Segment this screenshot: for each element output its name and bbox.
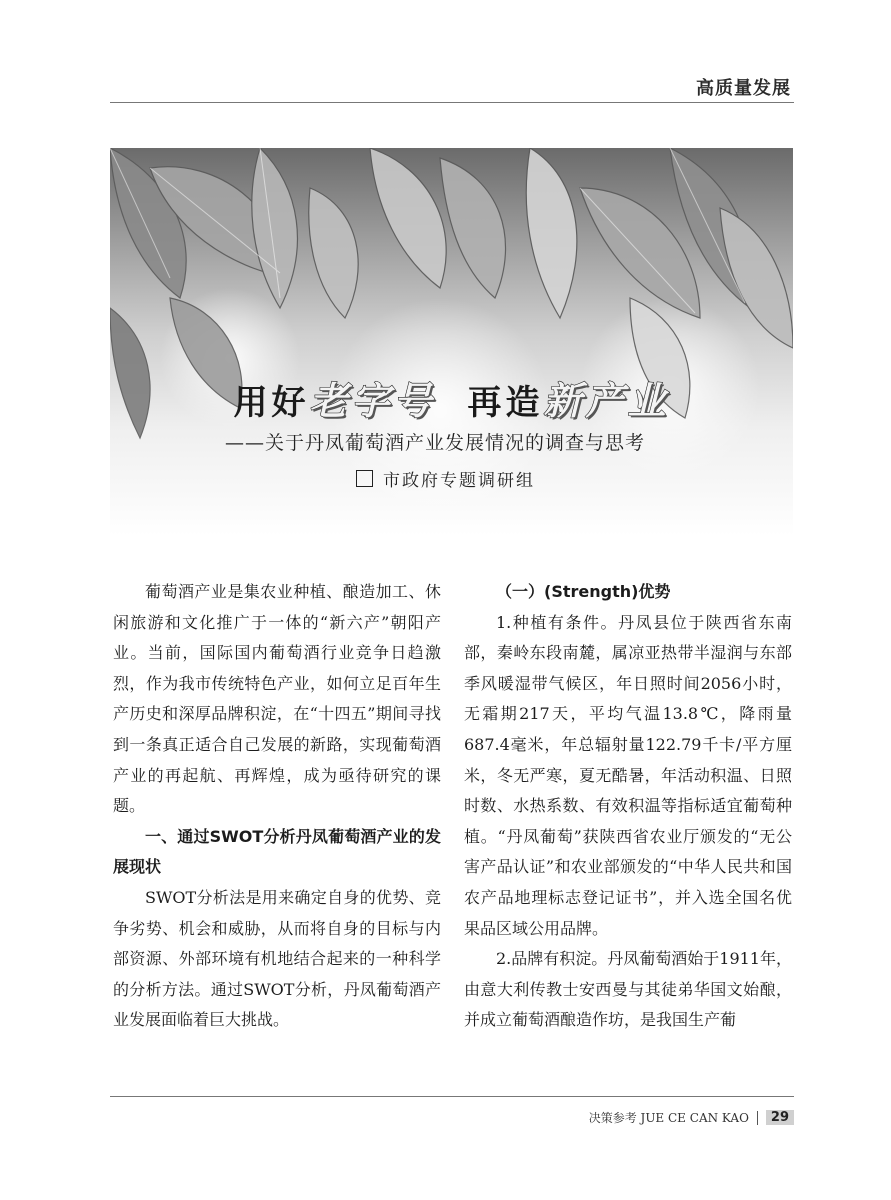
header-rule — [110, 102, 794, 103]
title-fancy-2: 新产业 — [543, 378, 670, 423]
page-number: 29 — [766, 1110, 794, 1125]
article-title — [110, 370, 793, 425]
title-fancy-1: 老字号 — [309, 378, 436, 423]
article-subtitle: ——关于丹凤葡萄酒产业发展情况的调查与思考 — [225, 432, 646, 454]
subsection-heading: （一）(Strength)优势 — [496, 582, 671, 601]
page-footer — [589, 1109, 794, 1126]
paragraph: SWOT分析法是用来确定自身的优势、竞争劣势、机会和威胁，从而将自身的目标与内部资源、外部环境有机地结合起来的一种科学的分析方法。通过SWOT分析，丹凤葡萄酒产业发展面临着巨大挑战。 — [113, 887, 441, 1030]
paragraph: 1.种植有条件。丹凤县位于陕西省东南部，秦岭东段南麓，属凉亚热带半湿润与东部季风暖湿带气候区，年日照时间2056小时，无霜期217天，平均气温13.8℃，降雨量687.4毫米，年总辐射量122.79千卡/平方厘米，冬无严寒，夏无酷暑，年活动积温、日照时数、水热系数、有效积温等指标适宜葡萄种植。“丹凤葡萄”获陕西省农业厅颁发的“无公害产品认证”和农业部颁发的“中华人民共和国农产品地理标志登记证书”，并入选全国名优果品区域公用品牌。 — [464, 612, 792, 938]
left-column — [113, 577, 441, 1036]
title-banner — [110, 148, 793, 536]
divider — [757, 1111, 758, 1125]
title-part-2: 再造 — [467, 383, 544, 423]
right-column — [464, 577, 792, 1036]
paragraph: 葡萄酒产业是集农业种植、酿造加工、休闲旅游和文化推广于一体的“新六产”朝阳产业。当前，国际国内葡萄酒行业竞争日趋激烈，作为我市传统特色产业，如何立足百年生产历史和深厚品牌积淀，在“十四五”期间寻找到一条真正适合自己发展的新路，实现葡萄酒产业的再起航、再辉煌，成为亟待研究的课题。 — [113, 582, 441, 816]
paragraph: 2.品牌有积淀。丹凤葡萄酒始于1911年，由意大利传教士安西曼与其徒弟华国文始酿，并成立葡萄酒酿造作坊，是我国生产葡 — [464, 949, 792, 1030]
author-name: 市政府专题调研组 — [383, 471, 535, 491]
journal-name: 决策参考 JUE CE CAN KAO — [588, 1111, 749, 1125]
footer-rule — [110, 1096, 794, 1097]
section-tag: 高质量发展 — [696, 78, 791, 99]
square-icon — [356, 470, 373, 487]
author-line — [356, 466, 535, 491]
title-part-1: 用好 — [233, 383, 310, 423]
section-heading: 一、通过SWOT分析丹凤葡萄酒产业的发展现状 — [113, 826, 441, 877]
